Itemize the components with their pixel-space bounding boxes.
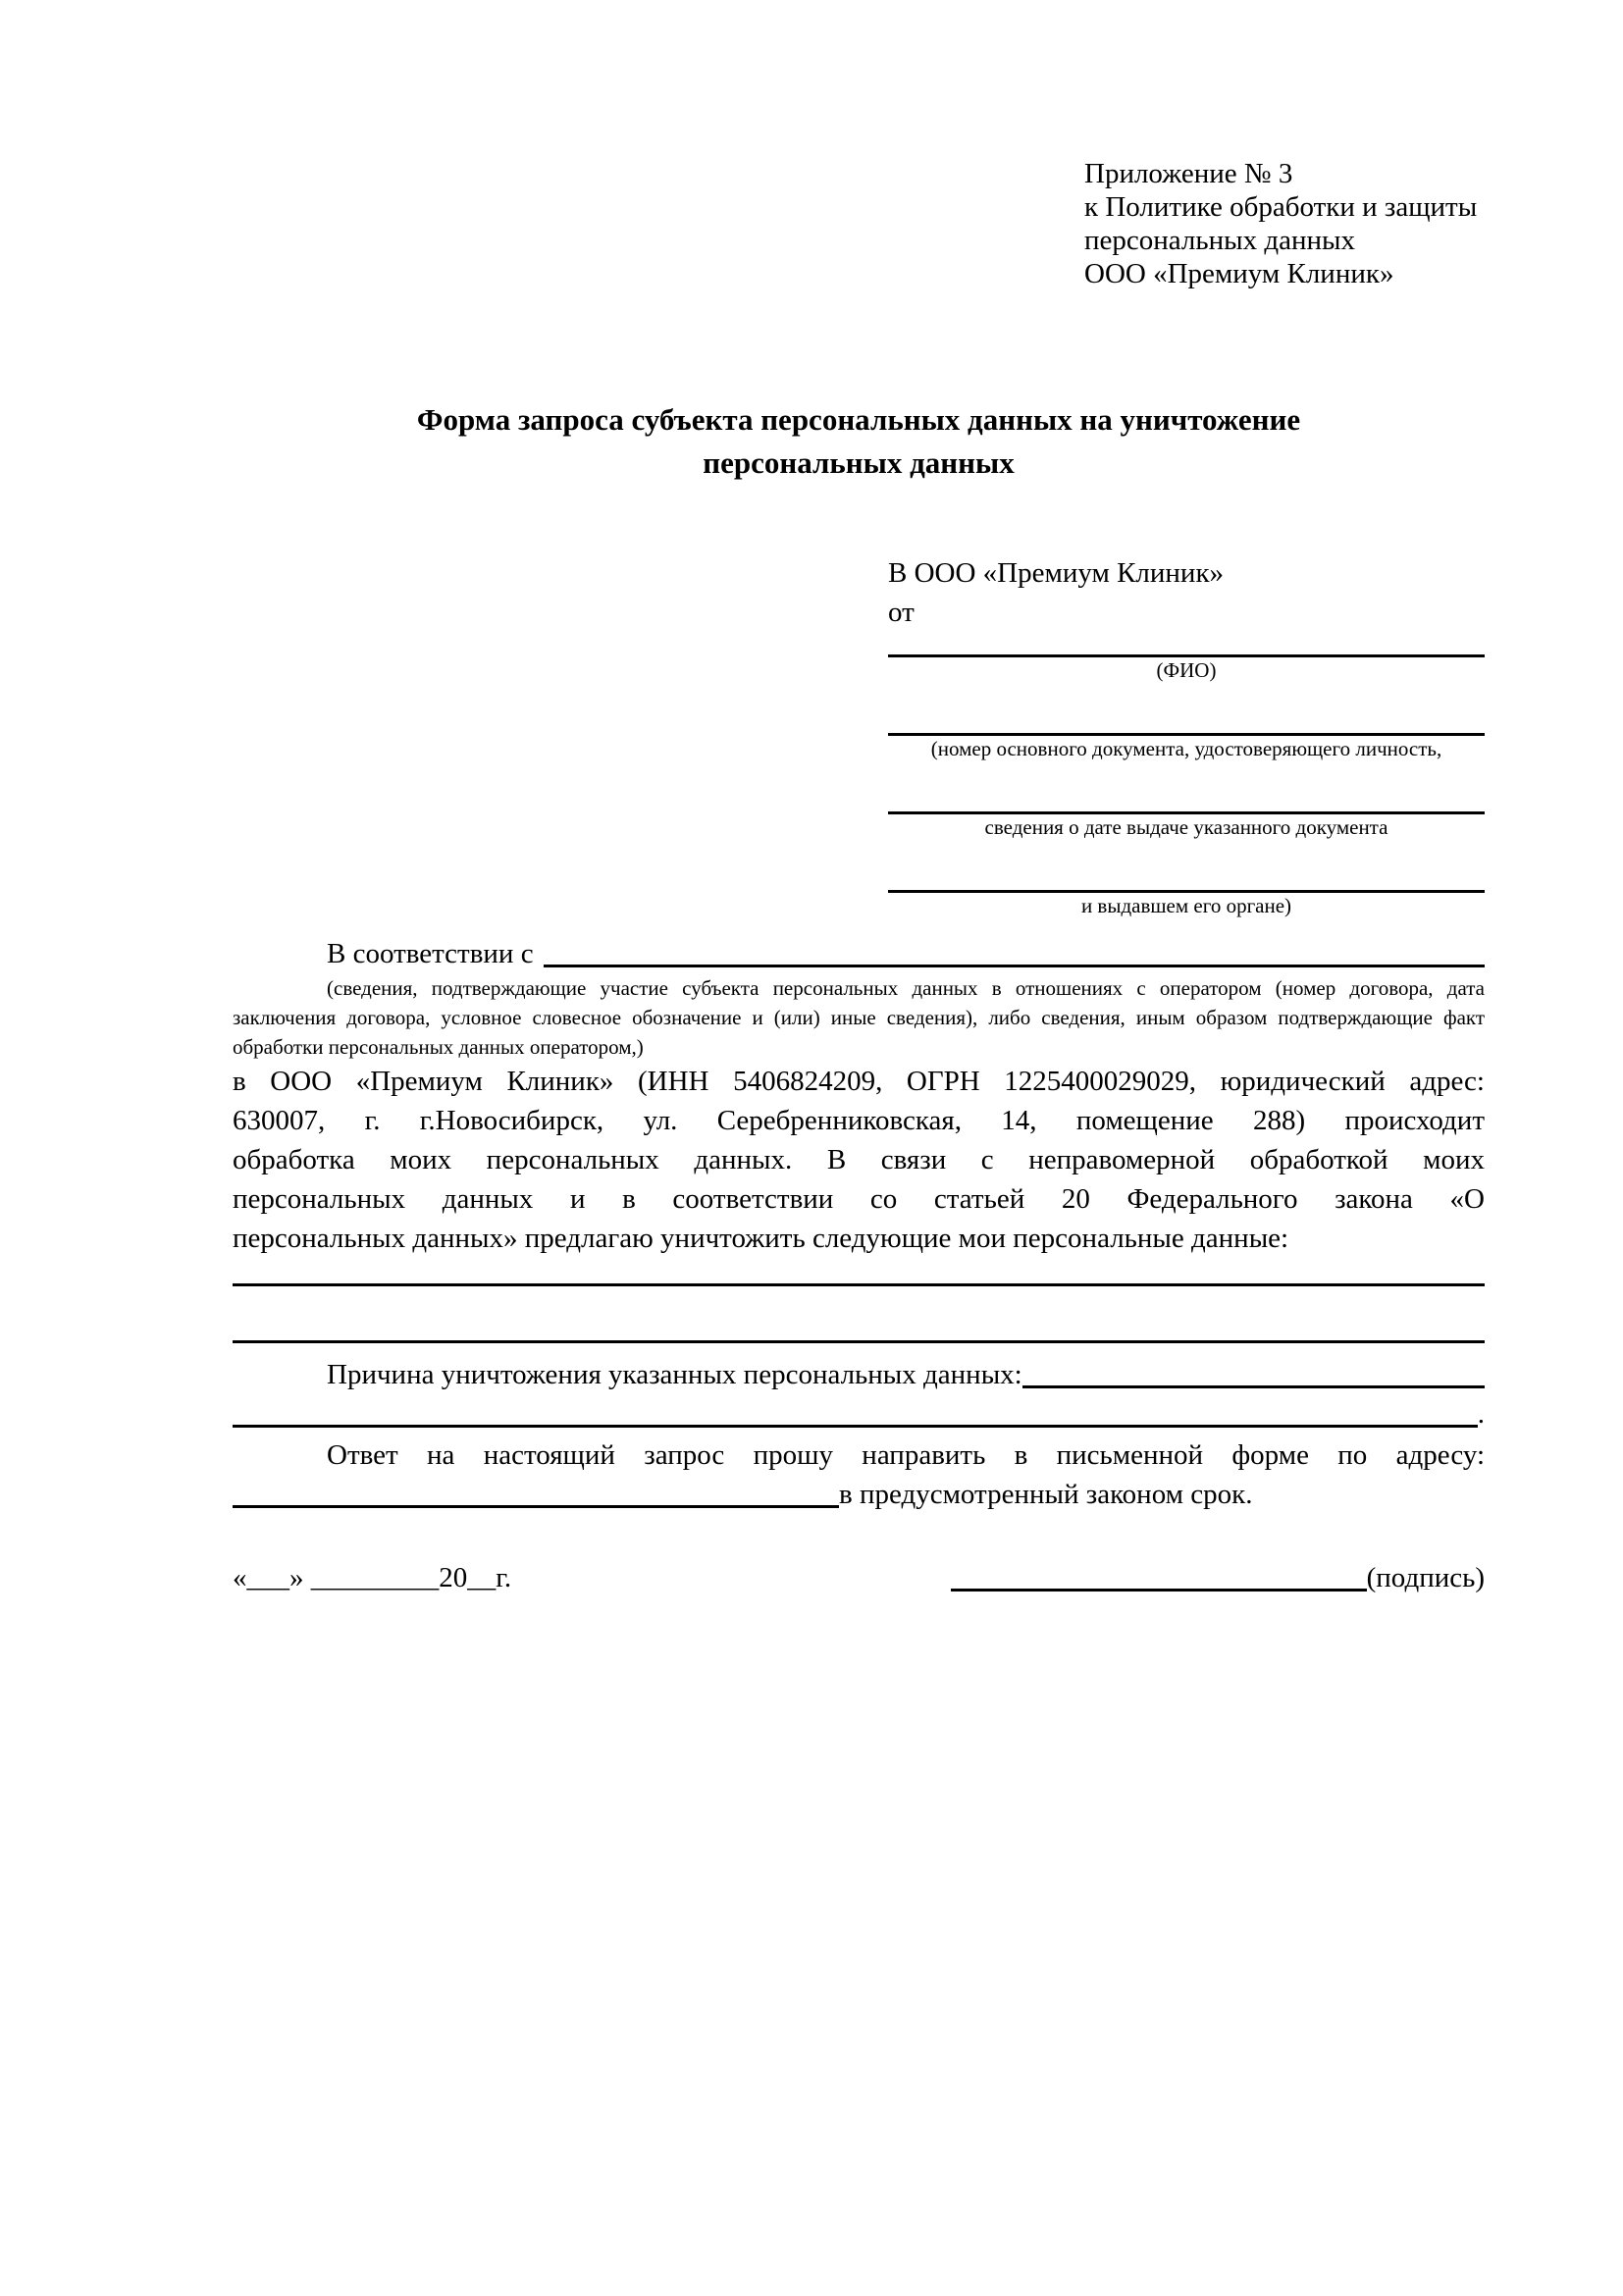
data-blank-line-1	[233, 1283, 1485, 1286]
main-paragraph	[233, 1062, 1485, 1258]
response-request-line: Ответ на настоящий запрос прошу направить в письменной форме по адресу:	[327, 1439, 1485, 1471]
main-paragraph-line-2: 630007, г. г.Новосибирск, ул. Серебренниковская, 14, помещение 288) происходит	[233, 1105, 1485, 1136]
issue-date-caption: сведения о дате выдаче указанного документа	[984, 815, 1388, 839]
address-blank-field	[233, 1505, 839, 1508]
reason-label: Причина уничтожения указанных персональных данных:	[327, 1359, 1022, 1390]
form-title	[233, 398, 1485, 485]
data-blank-line-2	[233, 1340, 1485, 1343]
signature-blank-field	[951, 1589, 1367, 1592]
footer-row	[233, 1558, 1485, 1597]
fio-caption: (ФИО)	[1156, 658, 1217, 682]
appendix-line-2: к Политике обработки и защиты	[1084, 191, 1478, 223]
appendix-line-1: Приложение № 3	[1084, 158, 1293, 189]
fio-blank-field	[888, 632, 1485, 657]
reason-row	[233, 1355, 1485, 1394]
response-tail: в предусмотренный законом срок.	[839, 1479, 1253, 1510]
response-address-row	[233, 1475, 1485, 1514]
form-title-line-1: Форма запроса субъекта персональных данных на уничтожение	[416, 402, 1301, 437]
main-paragraph-line-4: персональных данных и в соответствии со статьей 20 Федерального закона «О	[233, 1183, 1485, 1215]
data-blank-line-3	[233, 1425, 1478, 1428]
accordance-label: В соответствии с	[327, 938, 534, 969]
form-title-line-2: персональных данных	[703, 445, 1015, 480]
addressee-block	[888, 553, 1485, 918]
doc-number-caption: (номер основного документа, удостоверяющего личность,	[930, 737, 1442, 760]
addressee-org: В ООО «Премиум Клиник»	[888, 557, 1225, 589]
accordance-row	[233, 934, 1485, 973]
doc-number-blank-field	[888, 683, 1485, 736]
reason-blank-line-2	[233, 1394, 1485, 1434]
issue-date-blank-field	[888, 761, 1485, 814]
small-print-note	[233, 973, 1485, 1062]
line-terminator-period: .	[1477, 1398, 1485, 1430]
main-paragraph-line-5: персональных данных» предлагаю уничтожить следующие мои персональные данные:	[233, 1223, 1289, 1254]
small-print-line-2: заключения договора, условное словесное обозначение и (или) иные сведения), либо сведения, иным образом подтверждающие факт	[233, 1006, 1485, 1029]
small-print-line-3: обработки персональных данных оператором,)	[233, 1035, 644, 1059]
appendix-line-4: ООО «Премиум Клиник»	[1084, 258, 1394, 289]
addressee-from-label: от	[888, 597, 915, 628]
accordance-blank-field	[544, 965, 1485, 967]
issue-org-blank-field	[888, 840, 1485, 893]
signature-block	[951, 1558, 1485, 1597]
appendix-line-3: персональных данных	[1084, 225, 1356, 256]
appendix-block	[1084, 157, 1485, 290]
reason-blank-field	[1022, 1385, 1485, 1388]
signature-caption: (подпись)	[1366, 1562, 1485, 1593]
issue-org-caption: и выдавшем его органе)	[1080, 894, 1292, 917]
main-paragraph-line-3: обработка моих персональных данных. В связи с неправомерной обработкой моих	[233, 1144, 1485, 1175]
small-print-line-1: (сведения, подтверждающие участие субъекта персональных данных в отношениях с оператором (номер договора, дата	[327, 976, 1485, 1000]
main-paragraph-line-1: в ООО «Премиум Клиник» (ИНН 5406824209, ОГРН 1225400029029, юридический адрес:	[233, 1066, 1485, 1097]
date-placeholder: «___» _________20__г.	[233, 1562, 512, 1593]
